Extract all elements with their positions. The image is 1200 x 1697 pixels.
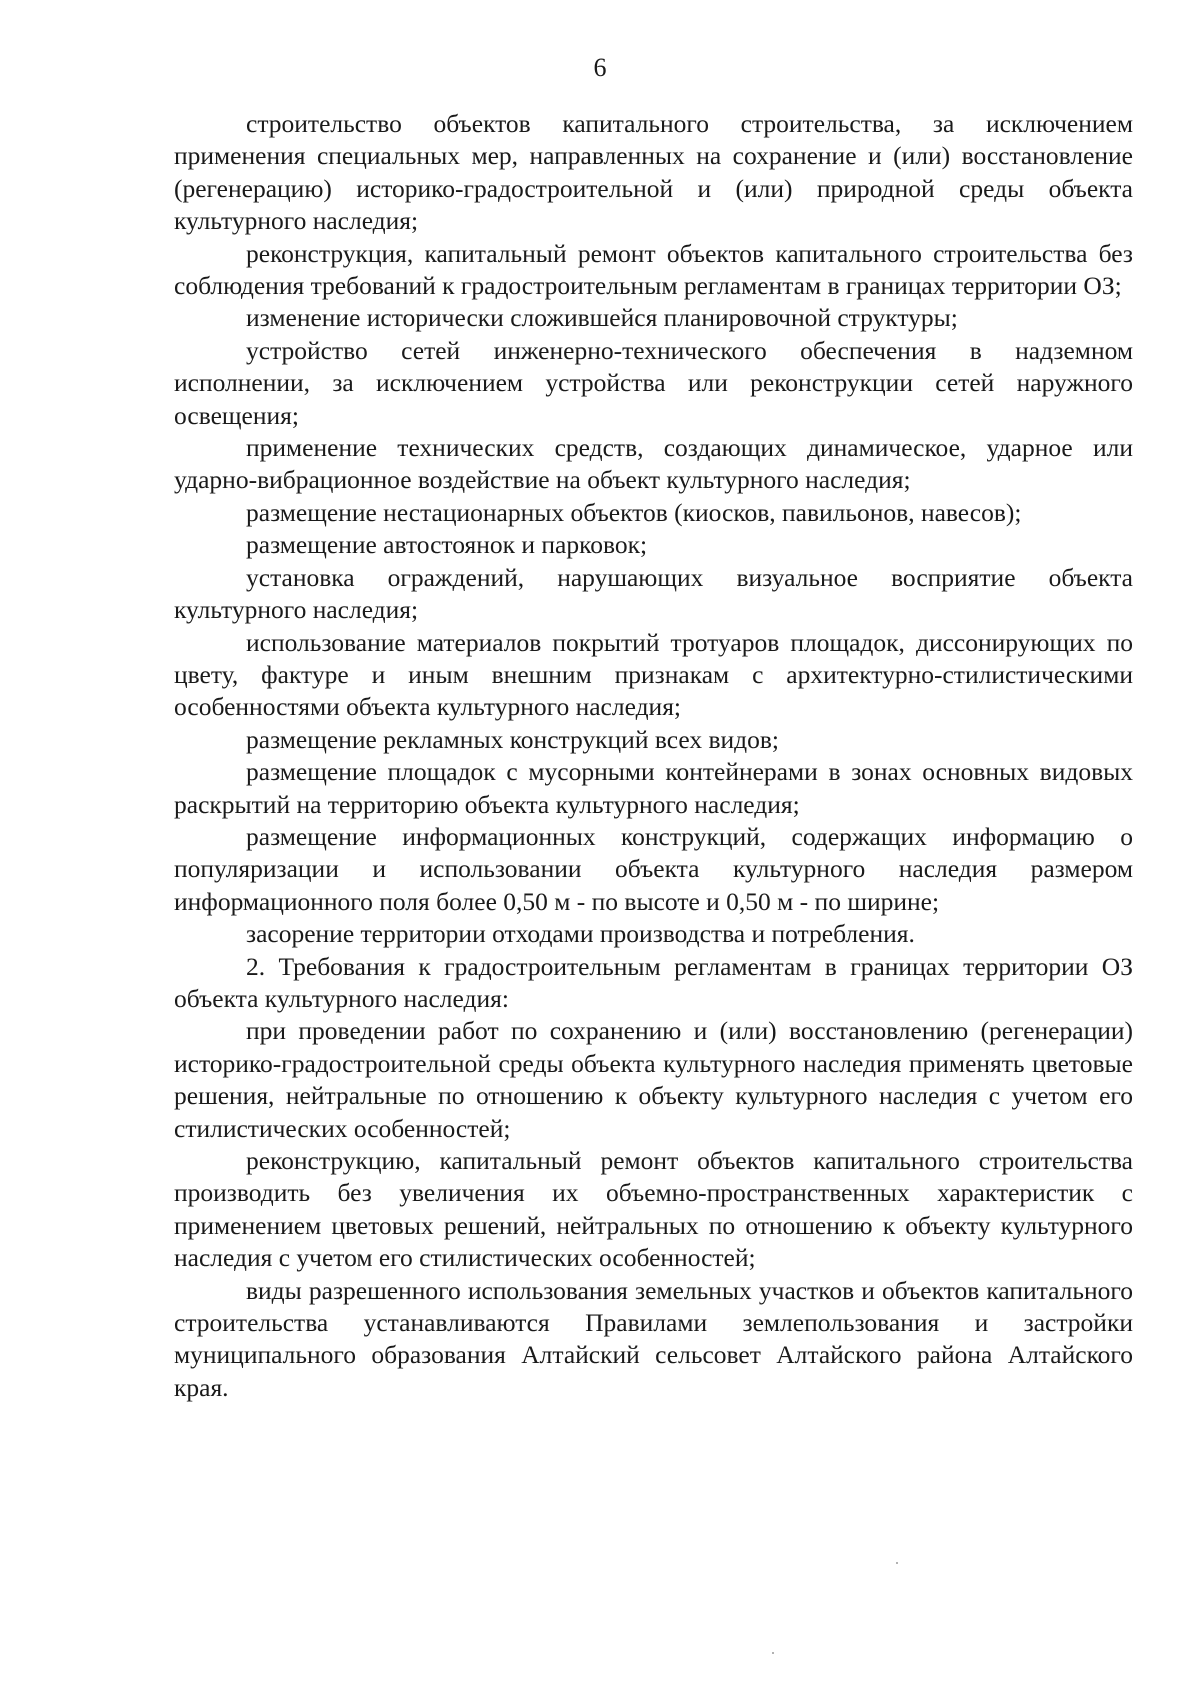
paragraph-5: применение технических средств, создающих динамическое, ударное или ударно-вибрационное воздействие на объект культурного наследия; [174, 433, 1133, 495]
paragraph-8: установка ограждений, нарушающих визуальное восприятие объекта культурного наследия; [174, 562, 1133, 625]
paragraph-3: изменение исторически сложившейся планировочной структуры; [246, 303, 958, 333]
document-body [174, 108, 1133, 1404]
paragraph-17: виды разрешенного использования земельных участков и объектов капитального строительства устанавливаются Правилами землепользования и застройки муниципального образования Алтайский сельсовет Алтайского района Алтайского края. [174, 1275, 1133, 1402]
paragraph-7: размещение автостоянок и парковок; [246, 530, 648, 560]
paragraph-12: размещение информационных конструкций, содержащих информацию о популяризации и использовании объекта культурного наследия размером информационного поля более 0,50 м - по высоте и 0,50 м - по ширине; [174, 821, 1133, 916]
section-2-heading: 2. Требования к градостроительным регламентам в границах территории ОЗ объекта культурного наследия: [174, 951, 1133, 1013]
paragraph-9: использование материалов покрытий тротуаров площадок, диссонирующих по цвету, фактуре и иным внешним признакам с архитектурно-стилистическими особенностями объекта культурного наследия; [174, 627, 1133, 722]
page-number: 6 [593, 53, 607, 82]
paragraph-15: при проведении работ по сохранению и (или) восстановлению (регенерации) историко-градостроительной среды объекта культурного наследия применять цветовые решения, нейтральные по отношению к объекту культурного наследия с учетом его стилистических особенностей; [174, 1016, 1133, 1143]
paragraph-16: реконструкцию, капитальный ремонт объектов капитального строительства производить без увеличения их объемно-пространственных характеристик с применением цветовых решений, нейтральных по отношению к объекту культурного наследия с учетом его стилистических особенностей; [174, 1146, 1133, 1273]
paragraph-11: размещение площадок с мусорными контейнерами в зонах основных видовых раскрытий на территорию объекта культурного наследия; [174, 757, 1133, 819]
paragraph-2: реконструкция, капитальный ремонт объектов капитального строительства без соблюдения требований к градостроительным регламентам в границах территории ОЗ; [174, 238, 1133, 301]
scan-speck [772, 1652, 774, 1654]
paragraph-13: засорение территории отходами производства и потребления. [246, 919, 915, 949]
paragraph-1: строительство объектов капитального строительства, за исключением применения специальных мер, направленных на сохранение и (или) восстановление (регенерацию) историко-градостроительной и (или) природной среды объекта культурного наследия; [174, 109, 1133, 236]
paragraph-4: устройство сетей инженерно-технического обеспечения в надземном исполнении, за исключением устройства или реконструкции сетей наружного освещения; [174, 335, 1133, 430]
paragraph-6: размещение нестационарных объектов (киосков, павильонов, навесов); [246, 497, 1022, 527]
scan-speck [896, 1562, 898, 1564]
paragraph-10: размещение рекламных конструкций всех видов; [246, 724, 780, 754]
